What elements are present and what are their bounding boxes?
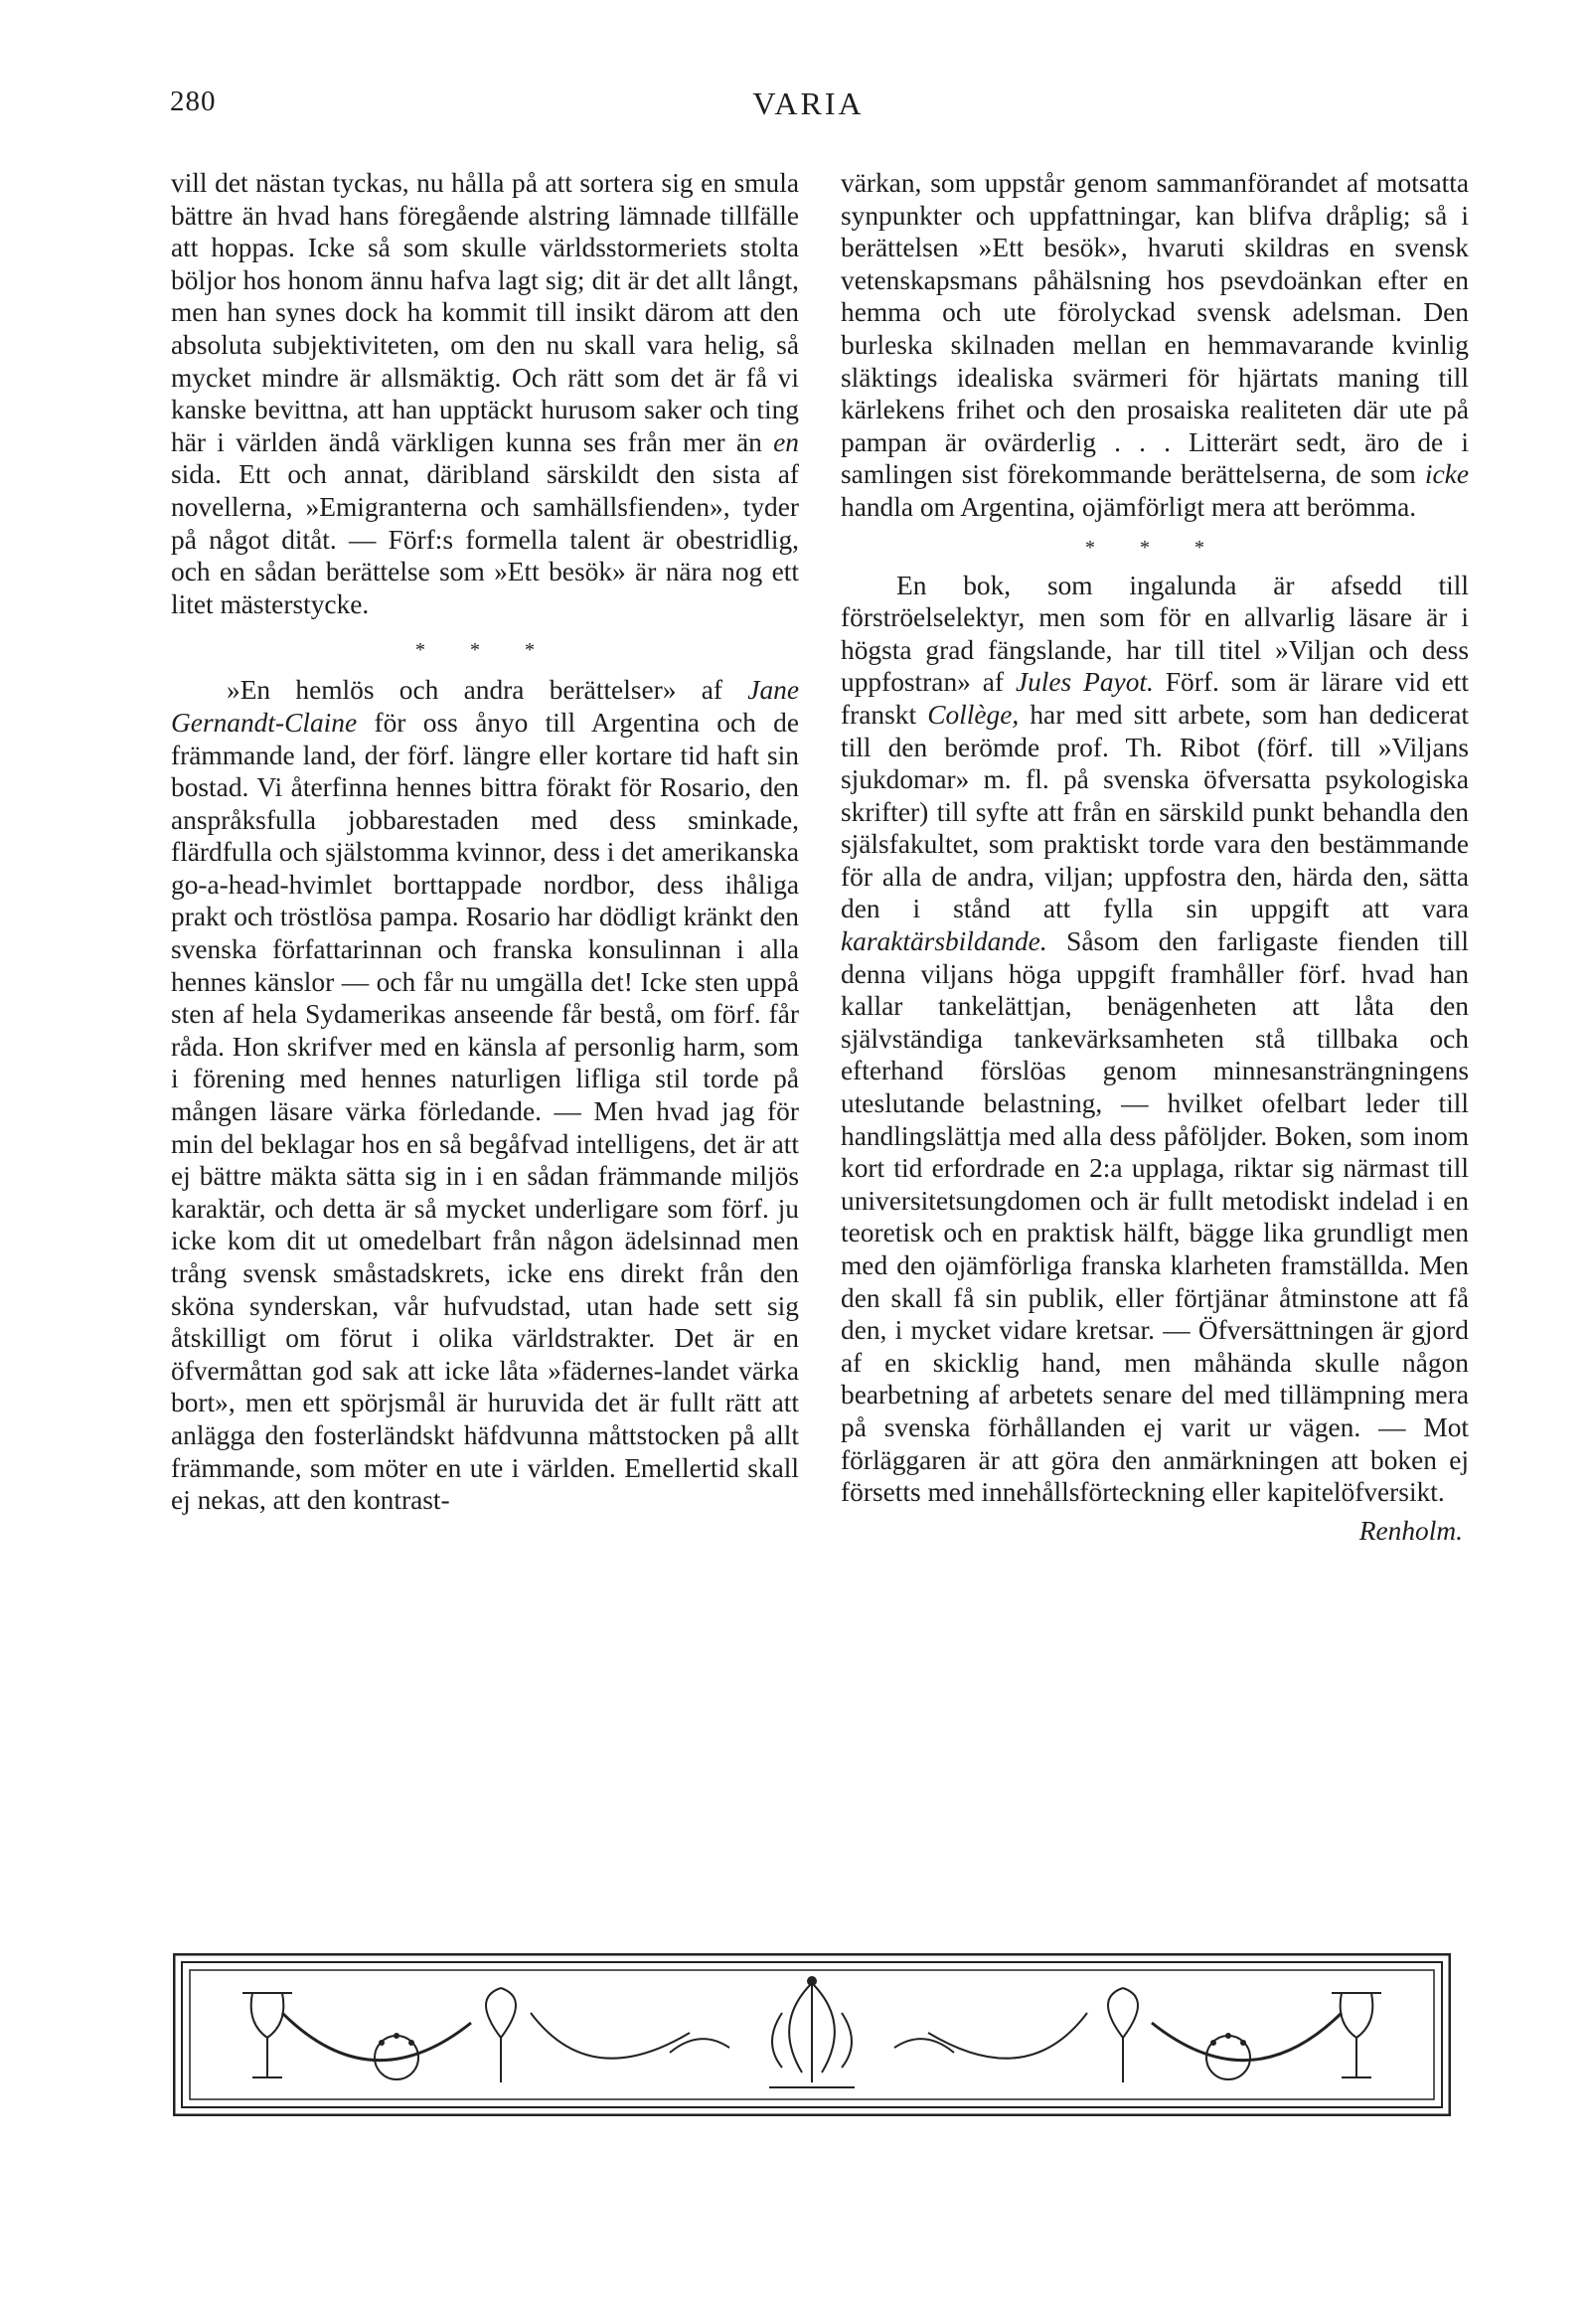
left-column (171, 167, 799, 1517)
paragraph-review-viljan: En bok, som ingalunda är afsedd till förströelselektyr, men som för en allvarlig läsare är i högsta grad fängslande, har till titel »Viljan och dess uppfostran» af Jules Payot. Förf. som är lärare vid ett franskt Collège, har med sitt arbete, som han dedicerat till den berömde prof. Th. Ribot (förf. till »Viljans sjukdomar» m. fl. på svenska öfversatta psykologiska skrifter) till syfte att från en särskild punkt behandla den själsfakultet, som praktiskt torde vara den bestämmande för alla de andra, viljan; uppfostra den, härda den, sätta den i stånd att fylla sin uppgift att vara karaktärsbildande. Såsom den farligaste fienden till denna viljans höga uppgift framhåller förf. hvad han kallar tankelättjan, benägenheten att låta den självständiga tankevärksamheten stå tillbaka och efterhand förslöas genom minnesansträngningens uteslutande belastning, — hvilket ofelbart leder till handlingslättja med alla dess påföljder. Boken, som inom kort tid erfordrade en 2:a upplaga, riktar sig närmast till universitetsungdomen och är fullt metodiskt indelad i en teoretisk och en praktisk hälft, bägge lika grundligt men med den ojämförliga franska klarheten framställda. Men den skall få sin publik, eller förtjänar åtminstone att få den, i mycket vidare kretsar. — Öfversättningen är gjord af en skicklig hand, men måhända skulle någon bearbetning af arbetets senare del med tillämpning mera på svenska förhållanden ej varit ur vägen. — Mot förläggaren är att göra den anmärkningen att boken ej försetts med innehållsförteckning eller kapitelöfversikt. (841, 570, 1469, 1508)
emphasis-karaktarsbildande: karaktärsbildande. (841, 926, 1047, 957)
paragraph-review-continued: värkan, som uppstår genom sammanförandet af motsatta synpunkter och uppfattningar, kan blifva dråplig; så i berättelsen »Ett besök», hvaruti skildras en svensk vetenskapsmans påhälsning hos psevdoänkan efter en hemma och ute förolyckad svensk adelsman. Den burleska skilnaden mellan en hemmavarande kvinlig släktings idealiska svärmeri för hjärtats maning till kärlekens frihet och den prosaiska realiteten där ute på pampan är ovärderlig . . . Litterärt sedt, äro de i samlingen sist förekommande berättelserna, de som icke handla om Argentina, ojämförligt mera att berömma. (841, 168, 1469, 522)
author-name: Jules Payot. (1015, 667, 1154, 698)
running-title: VARIA (752, 85, 865, 121)
page-number: 280 (170, 85, 217, 117)
decorative-frieze (173, 1953, 1451, 2116)
right-column (841, 167, 1469, 1547)
emphasis-en: en (773, 426, 799, 457)
page-header (170, 85, 1447, 125)
emphasis-icke: icke (1424, 459, 1469, 490)
section-divider-stars: * * * (415, 639, 555, 662)
paragraph-review-en-hemlos: »En hemlös och andra berättelser» af Jane Gernandt-Claine för oss ånyo till Argentina och de främmande land, der förf. längre eller kortare tid haft sin bostad. Vi återfinna hennes bittra förakt för Rosario, den anspråksfulla jobbarestaden med dess sminkade, flärdfulla och själstomma kvinnor, dess i det amerikanska go-a-head-hvimlet borttappade nordbor, dess ihåliga prakt och tröstlösa pampa. Rosario har dödligt kränkt den svenska författarinnan och franska konsulinnan i alla hennes känslor — och får nu umgälla det! Icke sten uppå sten af hela Sydamerikas anseende får bestå, om förf. får råda. Hon skrifver med en känsla af personlig harm, som i förening med hennes naturligen lifliga stil torde på mången läsare värka förledande. — Men hvad jag för min del beklagar hos en så begåfvad intelligens, det är att ej bättre mäkta sätta sig in i en sådan främmande miljös karaktär, och detta är så mycket underligare som förf. ju icke kom dit ut omedelbart från någon ädelsinnad men trång svensk småstadskrets, icke ens direkt från den sköna synderskan, vår hufvudstad, utan hade sett sig åtskilligt om förut i olika världstrakter. Det är en öfvermåttan god sak att icke låta »fädernes-landet värka bort», men ett spörjsmål är huruvida det är fullt rätt att anlägga den fosterländskt häfdvunna måttstocken på allt främmande, som möter en ute i världen. Emellertid skall ej nekas, att den kontrast- (171, 675, 799, 1516)
section-divider-stars: * * * (1085, 536, 1224, 559)
paragraph-review-ending: vill det nästan tyckas, nu hålla på att sortera sig en smula bättre än hvad hans föregående alstring lämnade tillfälle att hoppas. Icke så som skulle världsstormeriets stolta böljor hos honom ännu hafva lagt sig; dit är det allt långt, men han synes dock ha kommit till insikt därom att den absoluta subjektiviteten, om den nu skall vara helig, så mycket mindre är allsmäktig. Och rätt som det är få vi kanske bevittna, att han upptäckt hurusom saker och ting här i världen ändå värkligen kunna ses från mer än en sida. Ett och annat, däribland särskildt den sista af novellerna, »Emigranterna och samhällsfienden», tyder på något ditåt. — Förf:s formella talent är obestridlig, och en sådan berättelse som »Ett besök» är nära nog ett litet mästerstycke. (171, 168, 799, 619)
emphasis-college: Collège, (927, 699, 1020, 730)
signature: Renholm. (1358, 1515, 1463, 1546)
author-name: Jane Gernandt-Claine (171, 675, 799, 738)
